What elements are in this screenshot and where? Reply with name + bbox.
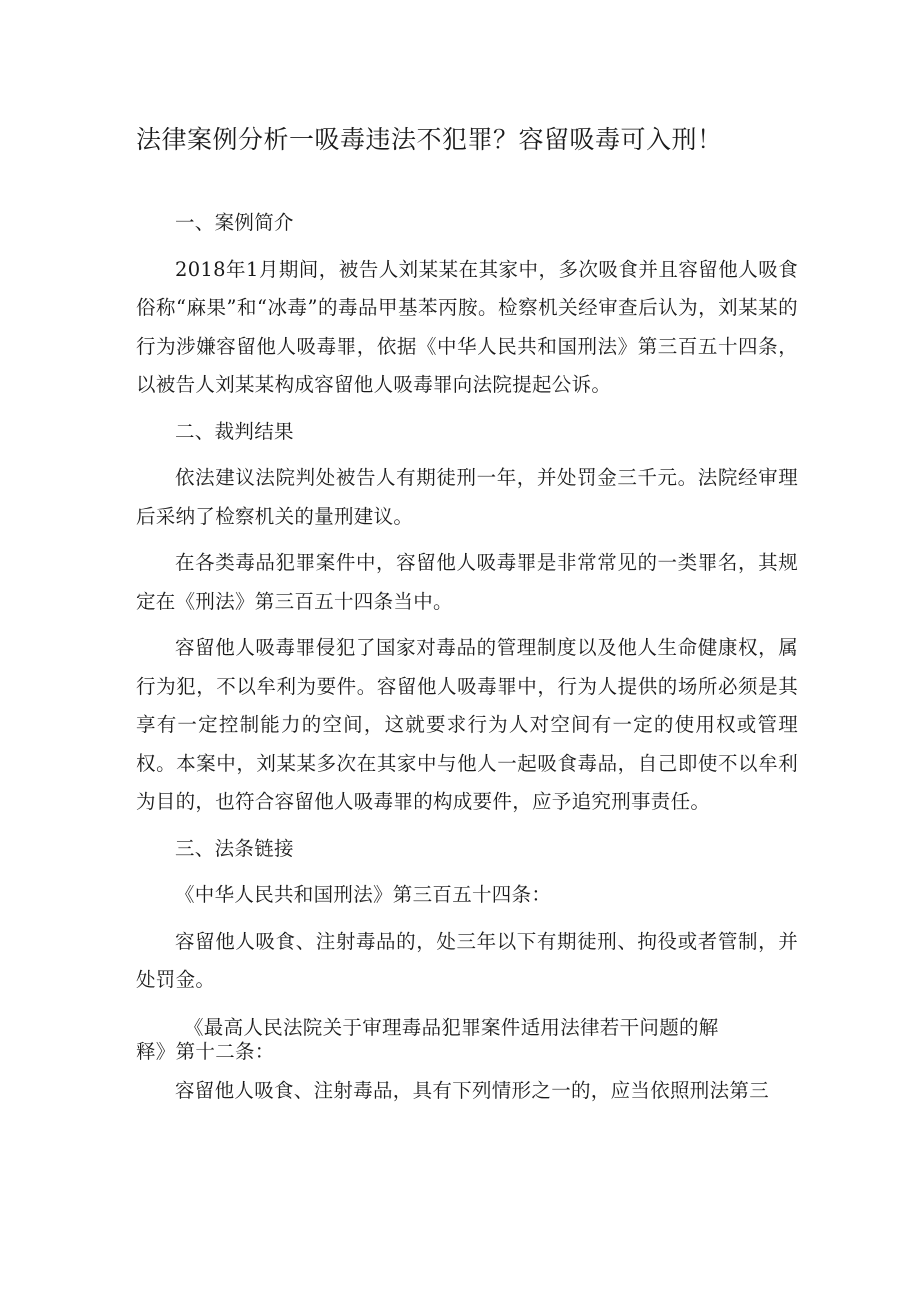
section-heading-judgment: 二、裁判结果 [175,419,294,443]
section-heading-case-intro: 一、案例简介 [175,211,294,234]
law-text: 容留他人吸食、注射毒品的，处三年以下有期徒刑、拘役或者管制，并处罚金。 [136,929,798,991]
page-title: 法律案例分析一吸毒违法不犯罪？容留吸毒可入刑！ [136,125,723,154]
paragraph-judgment-result: 依法建议法院判处被告人有期徒刑一年，并处罚金三千元。法院经审理后采纳了检察机关的量刑建议。 [136,466,798,528]
interpretation-title: 《最高人民法院关于审理毒品犯罪案件适用法律若干问题的解释》第十二条： [136,1015,719,1063]
law-title: 《中华人民共和国刑法》第三百五十四条： [175,883,552,906]
paragraph-case-intro: 2018年1月期间，被告人刘某某在其家中，多次吸食并且容留他人吸食俗称“麻果”和“冰毒”的毒品甲基苯丙胺。检察机关经审查后认为，刘某某的行为涉嫌容留他人吸毒罪，依据《中华人民共和国刑法》第三百五十四条，以被告人刘某某构成容留他人吸毒罪向法院提起公诉。 [136,257,798,396]
paragraph-judgment-analysis: 容留他人吸毒罪侵犯了国家对毒品的管理制度以及他人生命健康权，属行为犯，不以牟利为要件。容留他人吸毒罪中，行为人提供的场所必须是其享有一定控制能力的空间，这就要求行为人对空间有一定的使用权或管理权。本案中，刘某某多次在其家中与他人一起吸食毒品，自己即使不以牟利为目的，也符合容留他人吸毒罪的构成要件，应予追究刑事责任。 [136,636,798,813]
document-body [136,204,798,1118]
paragraph-judgment-context: 在各类毒品犯罪案件中，容留他人吸毒罪是非常常见的一类罪名，其规定在《刑法》第三百五十四条当中。 [136,551,798,613]
interpretation-text: 容留他人吸食、注射毒品，具有下列情形之一的，应当依照刑法第三 [175,1078,770,1102]
section-heading-statutes: 三、法条链接 [175,836,294,860]
